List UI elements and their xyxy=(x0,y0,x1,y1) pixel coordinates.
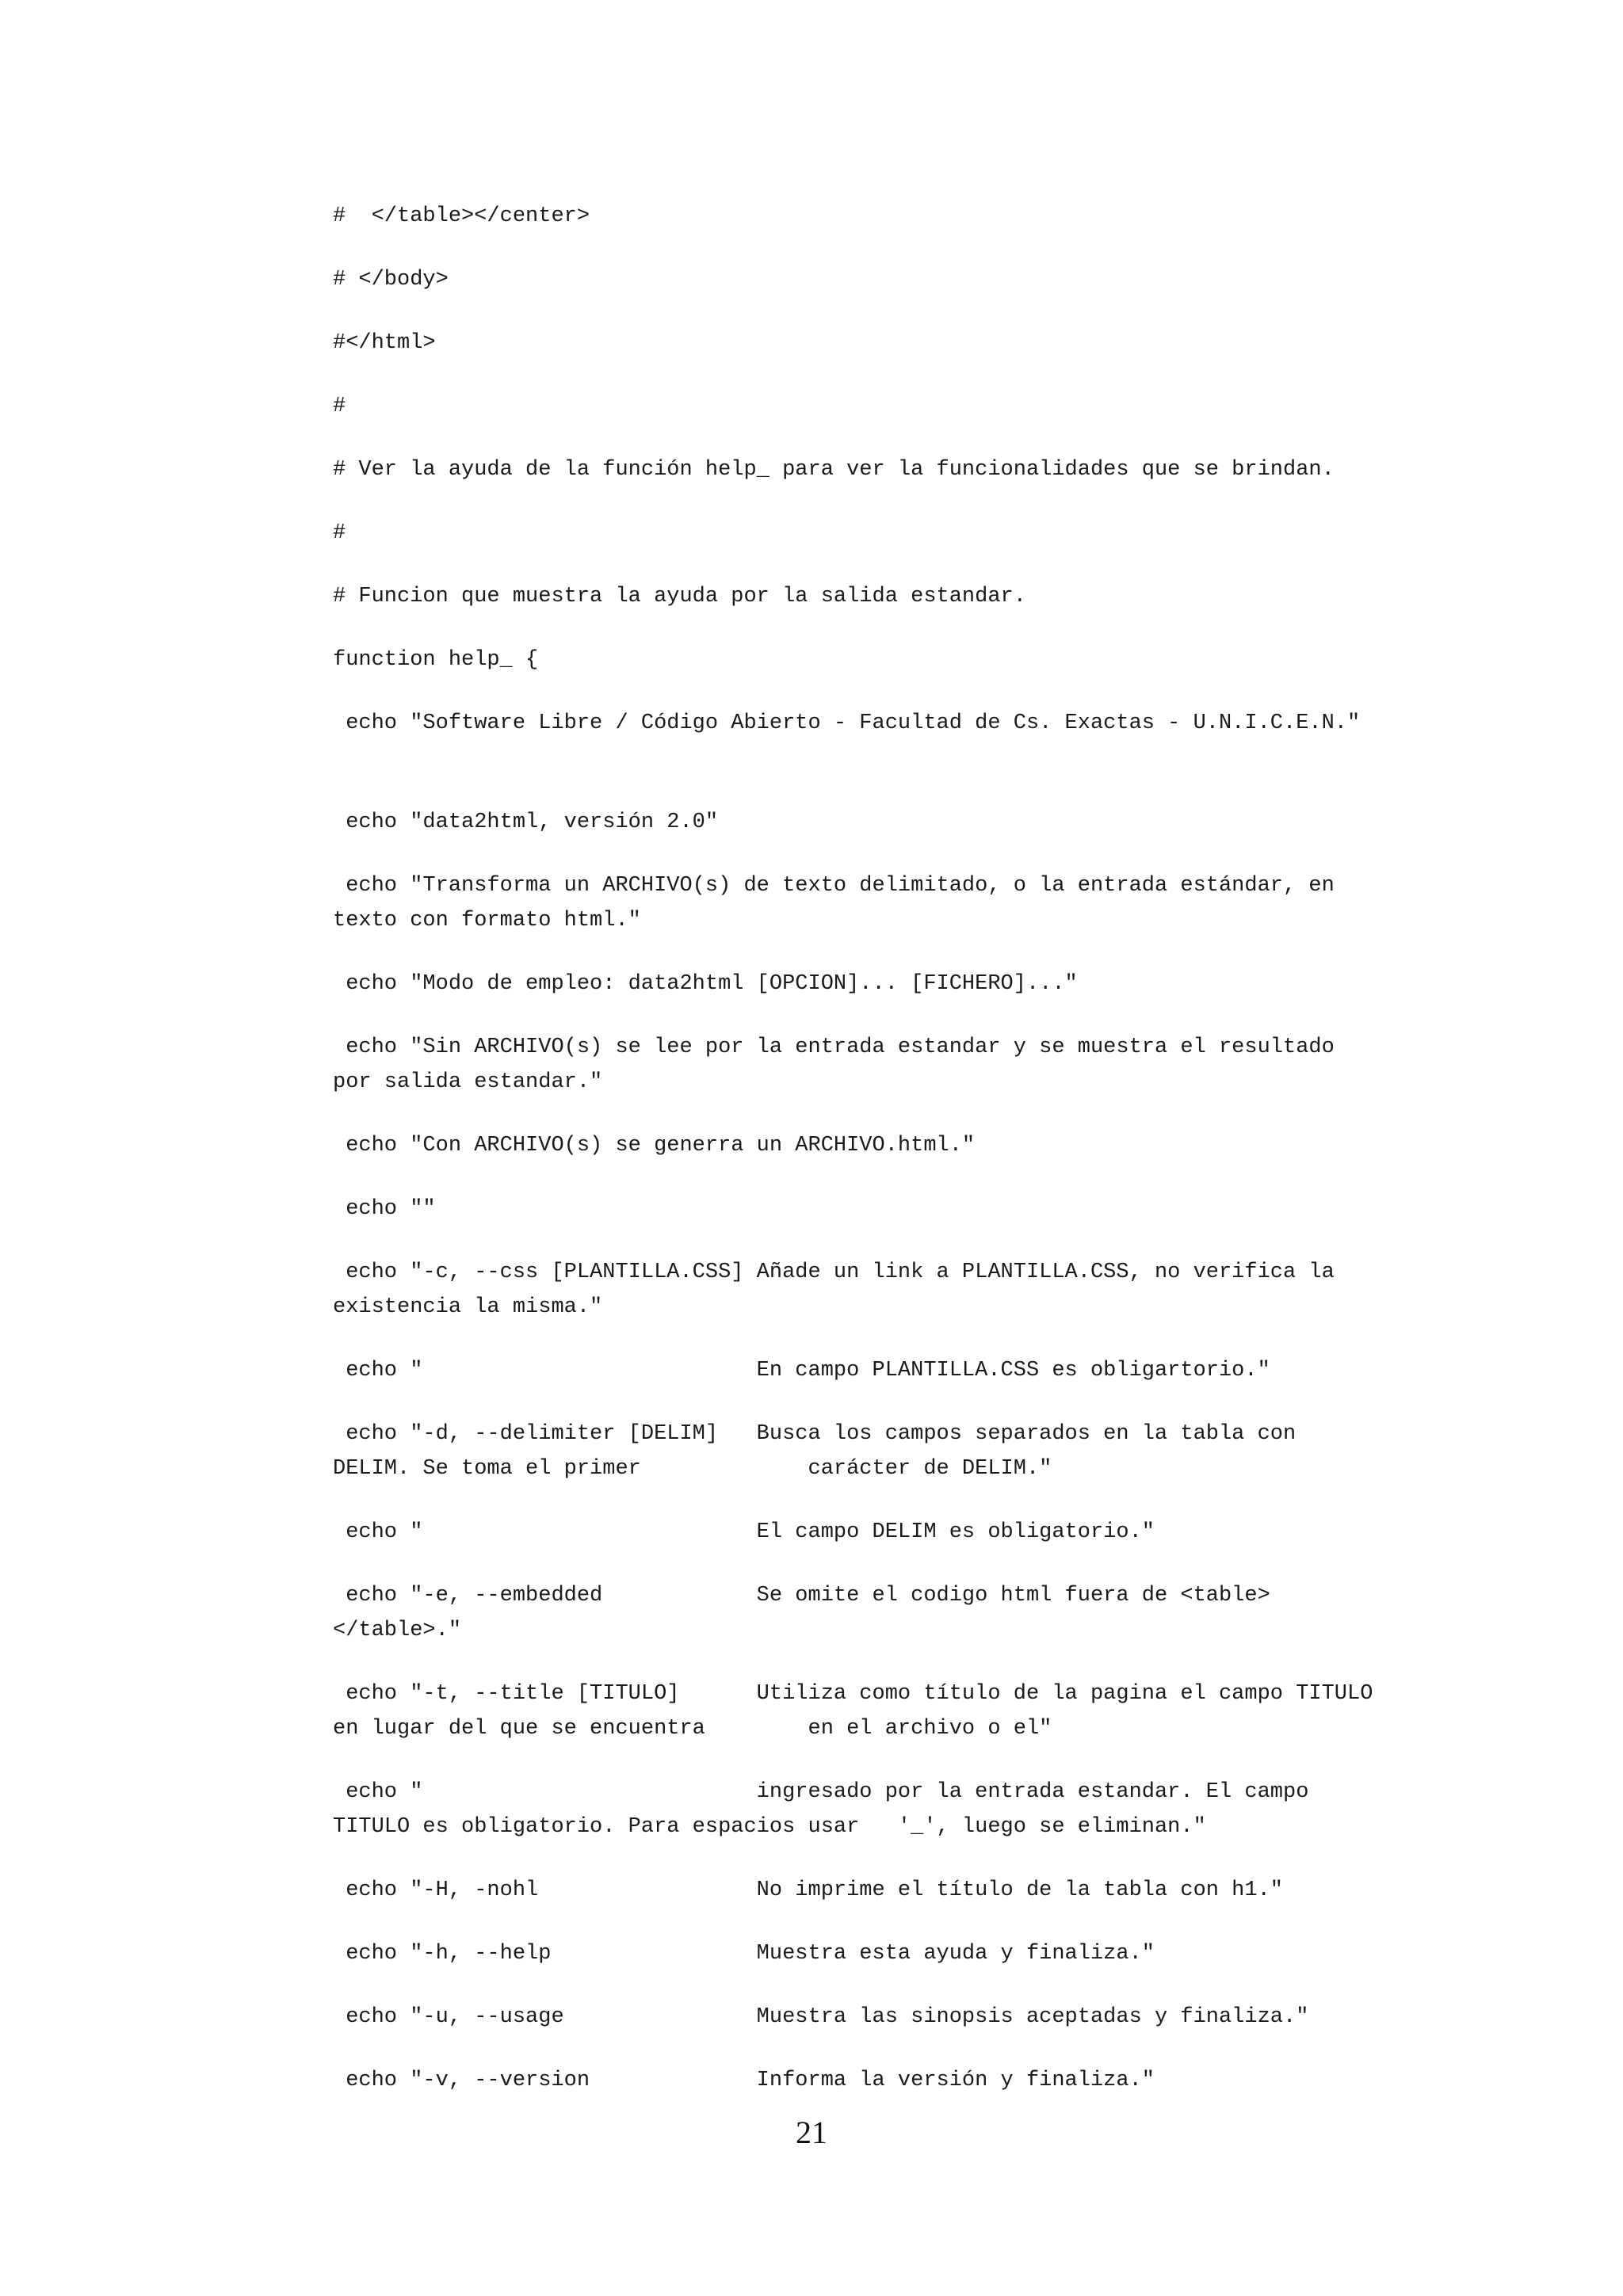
code-line: echo "-d, --delimiter [DELIM] Busca los campos separados en la tabla con xyxy=(333,1422,1296,1446)
page-number: 21 xyxy=(796,2115,827,2150)
code-line: # Ver la ayuda de la función help_ para ver la funcionalidades que se brindan. xyxy=(333,458,1335,482)
code-line: echo "data2html, versión 2.0" xyxy=(333,810,719,834)
code-line: echo "-v, --version Informa la versión y finaliza." xyxy=(333,2069,1155,2092)
code-line: echo " ingresado por la entrada estandar. El campo xyxy=(333,1780,1309,1804)
code-line: echo "-c, --css [PLANTILLA.CSS] Añade un link a PLANTILLA.CSS, no verifica la xyxy=(333,1261,1335,1284)
code-line: echo "-t, --title [TITULO] Utiliza como título de la pagina el campo TITULO xyxy=(333,1682,1373,1706)
code-line: echo "Sin ARCHIVO(s) se lee por la entrada estandar y se muestra el resultado xyxy=(333,1035,1335,1059)
code-line: # </body> xyxy=(333,268,449,292)
code-line: # xyxy=(333,395,346,418)
code-line: en lugar del que se encuentra en el archivo o el" xyxy=(333,1717,1052,1741)
code-line: echo "-h, --help Muestra esta ayuda y finaliza." xyxy=(333,1942,1155,1966)
code-line: por salida estandar." xyxy=(333,1070,603,1094)
code-line: echo "Software Libre / Código Abierto - Facultad de Cs. Exactas - U.N.I.C.E.N." xyxy=(333,711,1361,735)
code-line: echo "-H, -nohl No imprime el título de la tabla con h1." xyxy=(333,1878,1283,1902)
code-line: echo "" xyxy=(333,1197,436,1221)
code-line: TITULO es obligatorio. Para espacios usar '_', luego se eliminan." xyxy=(333,1815,1206,1839)
code-line: texto con formato html." xyxy=(333,909,641,933)
code-line: # Funcion que muestra la ayuda por la salida estandar. xyxy=(333,585,1026,608)
code-line: echo " En campo PLANTILLA.CSS es obligartorio." xyxy=(333,1359,1270,1383)
code-line: function help_ { xyxy=(333,648,539,672)
code-line: echo "Transforma un ARCHIVO(s) de texto delimitado, o la entrada estándar, en xyxy=(333,874,1335,898)
code-line: </table>." xyxy=(333,1619,462,1642)
code-line: echo "Con ARCHIVO(s) se generra un ARCHIVO.html." xyxy=(333,1134,976,1158)
code-line: # xyxy=(333,521,346,545)
code-line: #</html> xyxy=(333,331,436,355)
code-line: echo "-e, --embedded Se omite el codigo html fuera de <table> xyxy=(333,1584,1270,1608)
code-line: DELIM. Se toma el primer carácter de DELIM." xyxy=(333,1457,1052,1481)
code-line: echo "Modo de empleo: data2html [OPCION]... [FICHERO]..." xyxy=(333,972,1078,996)
code-line: # </table></center> xyxy=(333,204,590,228)
code-line: echo "-u, --usage Muestra las sinopsis aceptadas y finaliza." xyxy=(333,2005,1309,2029)
code-line: existencia la misma." xyxy=(333,1295,603,1319)
code-line: echo " El campo DELIM es obligatorio." xyxy=(333,1520,1155,1544)
